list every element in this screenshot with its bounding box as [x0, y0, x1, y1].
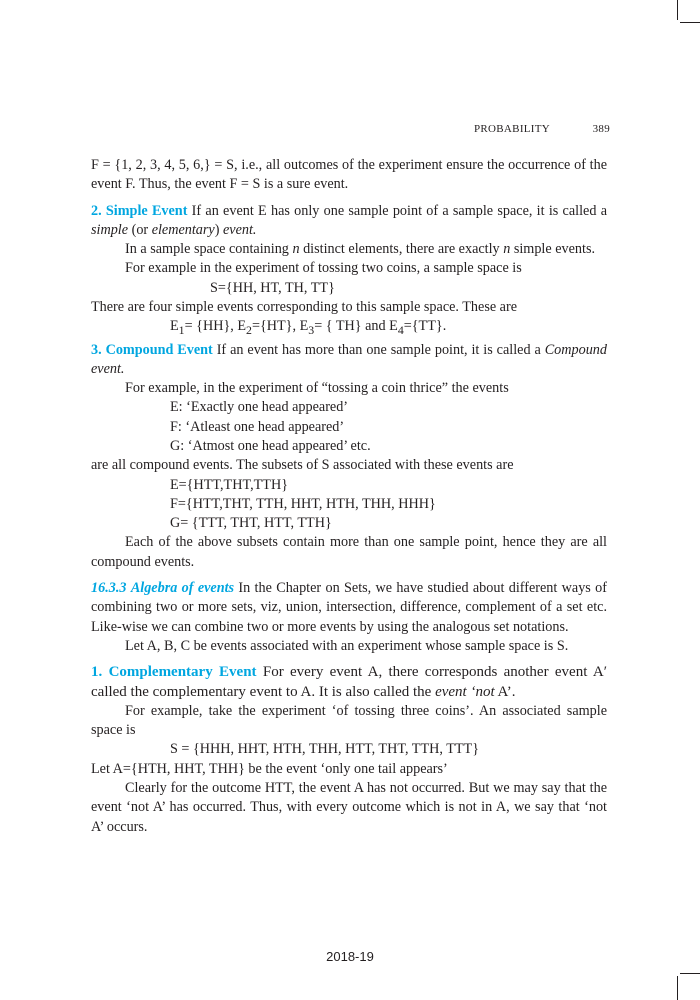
complementary-event-paragraph: 1. Complementary Event For every event A, there corresponds another event A′ called the complementary event to A. It is also called the event ‘not A’.	[91, 664, 607, 700]
two-coins-sample-space: S={HH, HT, TH, TT}	[210, 279, 335, 296]
three-coins-sample-space: S = {HHH, HHT, HTH, THH, HTT, THT, TTH, TTT}	[170, 741, 480, 758]
crop-mark-top-h	[680, 22, 700, 23]
compound-event-heading: 3. Compound Event	[91, 341, 213, 358]
set-e: E={HTT,THT,TTH}	[170, 476, 289, 493]
set-g: G= {TTT, THT, HTT, TTH}	[170, 515, 332, 532]
compound-event-paragraph: 3. Compound Event If an event has more than one sample point, it is called a Compound event.	[91, 341, 607, 377]
simple-event-paragraph: 2. Simple Event If an event E has only one sample point of a sample space, it is called a simple (or elementary) event.	[91, 202, 607, 238]
complementary-event-heading: 1. Complementary Event	[91, 664, 257, 681]
crop-mark-bottom-h	[680, 973, 700, 974]
coin-thrice-paragraph: For example, in the experiment of “tossing a coin thrice” the events	[125, 380, 509, 397]
algebra-section-number: 16.3.3	[91, 580, 127, 597]
crop-mark-bottom-v	[677, 976, 678, 1000]
crop-mark-top-v	[677, 0, 678, 20]
simple-event-heading: 2. Simple Event	[91, 202, 188, 219]
page-number: 389	[592, 123, 610, 135]
compound-conclusion-paragraph: Each of the above subsets contain more than one sample point, hence they are all compound events.	[91, 534, 607, 570]
not-a-paragraph: Clearly for the outcome HTT, the event A has not occurred. But we may say that the event ‘not A’ has occurred. Thus, with every outcome which is not in A, we say that ‘not A’ occurs.	[91, 780, 607, 835]
two-coins-paragraph: For example in the experiment of tossing two coins, a sample space is	[125, 260, 522, 277]
sure-event-paragraph: F = {1, 2, 3, 4, 5, 6,} = S, i.e., all outcomes of the experiment ensure the occurrence of the event F. Thus, the event F = S is a sure event.	[91, 157, 607, 193]
running-title: PROBABILITY	[474, 123, 551, 135]
event-a-definition: Let A={HTH, HHT, THH} be the event ‘only one tail appears’	[91, 760, 448, 777]
simple-events-list: $E_1= \{HH\}$, $E_2=\{HT\}$, $E_3=$ { TH} and $E_4=\{TT\}$.	[170, 318, 447, 338]
events-abc-paragraph: Let A, B, C be events associated with an experiment whose sample space is S.	[125, 637, 569, 654]
n-elements-paragraph: In a sample space containing n distinct elements, there are exactly n simple events.	[125, 241, 596, 258]
three-coins-paragraph: For example, take the experiment ‘of tossing three coins’. An associated sample space is	[91, 702, 607, 739]
page-body	[91, 156, 607, 837]
set-f: F={HTT,THT, TTH, HHT, HTH, THH, HHH}	[170, 495, 436, 512]
four-simple-events-paragraph: There are four simple events corresponding to this sample space. These are	[91, 299, 517, 316]
event-f-description: F: ‘Atleast one head appeared’	[170, 418, 345, 435]
running-header	[474, 123, 610, 135]
footer-year: 2018-19	[326, 949, 374, 964]
algebra-of-events-paragraph: 16.3.3 Algebra of events In the Chapter on Sets, we have studied about different ways of combining two or more sets, viz, union, intersection, difference, complement of a set etc. Like-wise we can combine two or more events by using the analogous set notations.	[91, 580, 607, 635]
event-g-description: G: ‘Atmost one head appeared’ etc.	[170, 437, 371, 454]
subsets-paragraph: are all compound events. The subsets of S associated with these events are	[91, 457, 514, 474]
algebra-section-title: Algebra of events	[130, 580, 235, 597]
event-e-description: E: ‘Exactly one head appeared’	[170, 399, 349, 416]
